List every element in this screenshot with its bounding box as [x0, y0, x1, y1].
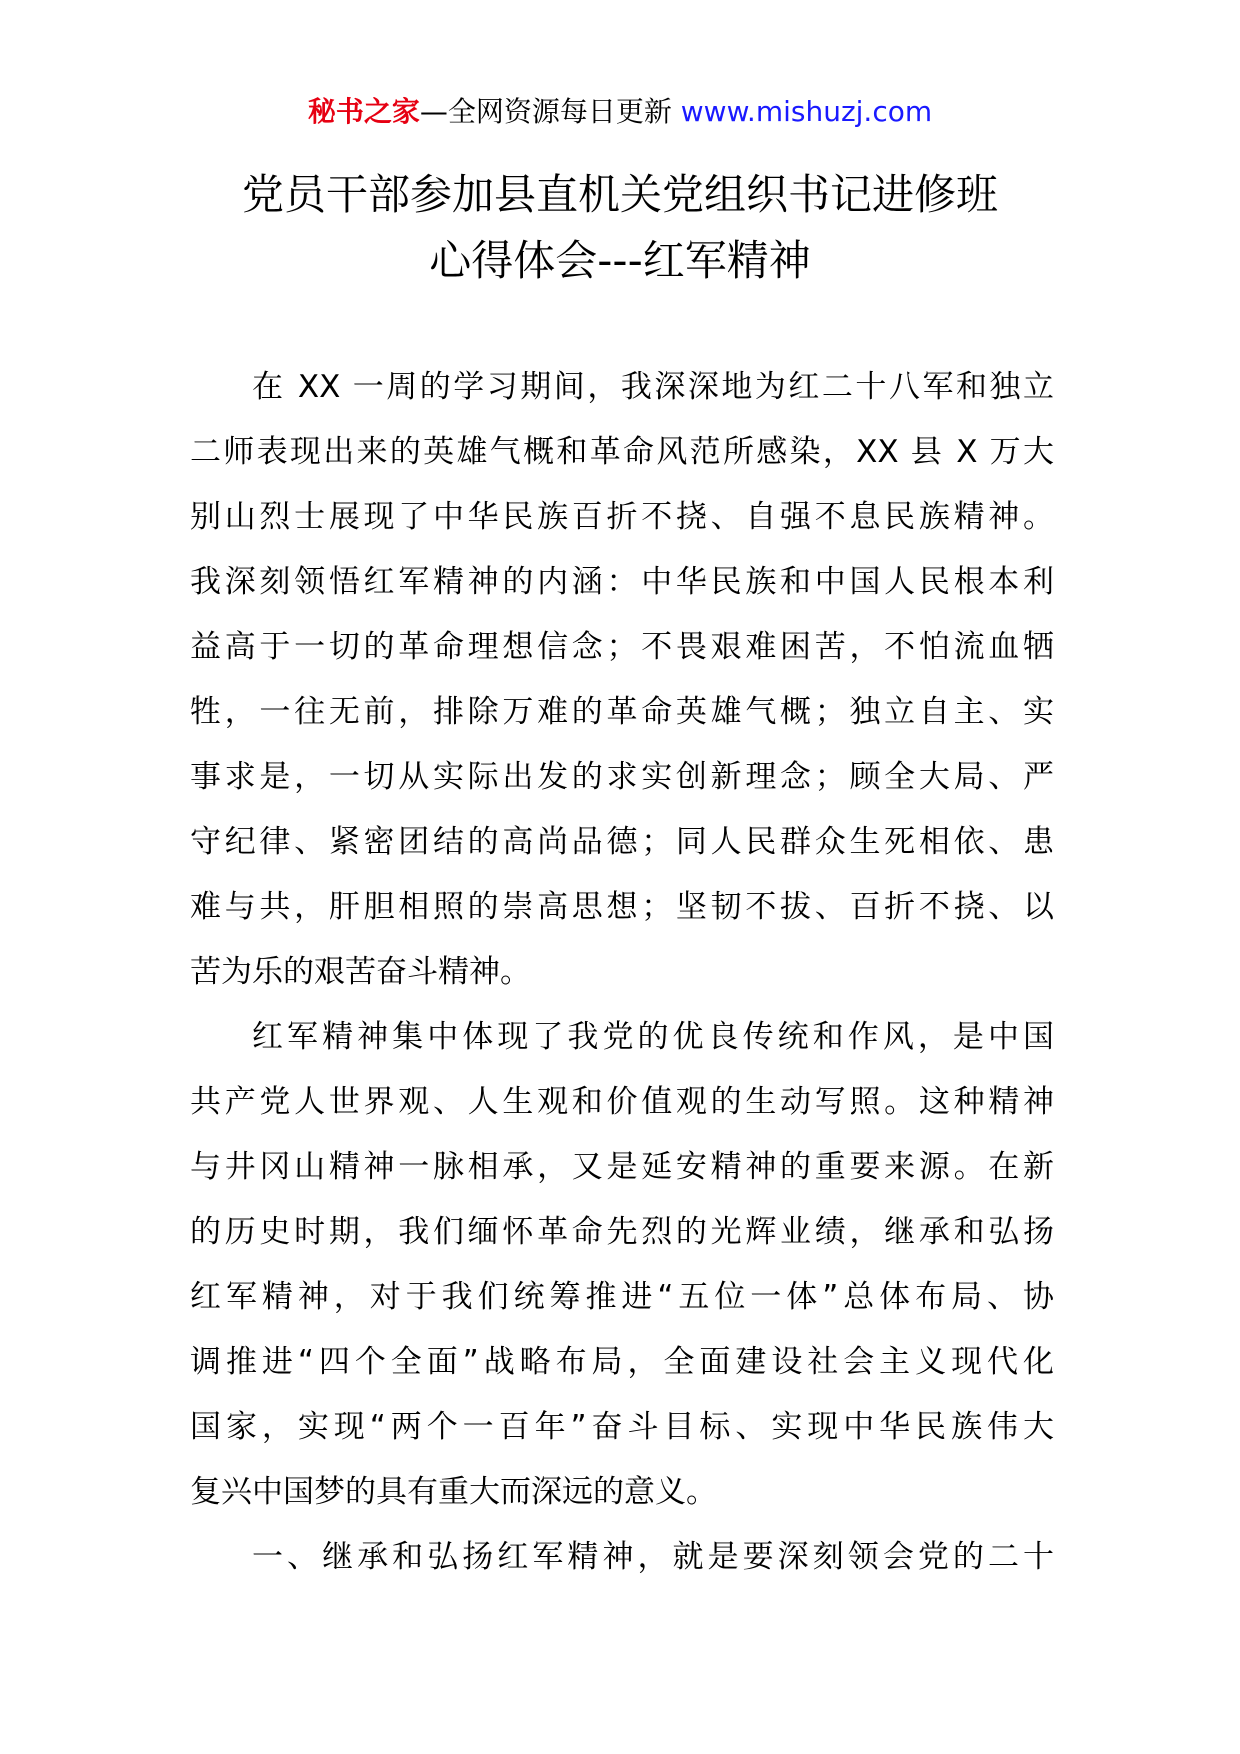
title-line-1: 党员干部参加县直机关党组织书记进修班 — [241, 170, 998, 219]
paragraph-1 — [190, 355, 1054, 1005]
paragraph-line: 二师表现出来的英雄气概和革命风范所感染，XX 县 X 万大 — [190, 434, 1054, 470]
site-header — [0, 92, 1240, 132]
title-line-2: 心得体会---红军精神 — [429, 236, 811, 285]
document-title — [150, 162, 1090, 294]
paragraph-line: 红军精神，对于我们统筹推进“五位一体”总体布局、协 — [190, 1279, 1054, 1315]
paragraph-line: 难与共，肝胆相照的崇高思想；坚韧不拔、百折不挠、以 — [190, 889, 1054, 925]
paragraph-line: 复兴中国梦的具有重大而深远的意义。 — [190, 1474, 717, 1510]
paragraph-line: 我深刻领悟红军精神的内涵：中华民族和中国人民根本利 — [190, 564, 1054, 600]
paragraph-line: 牲，一往无前，排除万难的革命英雄气概；独立自主、实 — [190, 694, 1054, 730]
paragraph-line: 红军精神集中体现了我党的优良传统和作风，是中国 — [252, 1019, 1054, 1055]
paragraph-line: 事求是，一切从实际出发的求实创新理念；顾全大局、严 — [190, 759, 1054, 795]
paragraph-line: 国家，实现“两个一百年”奋斗目标、实现中华民族伟大 — [190, 1409, 1054, 1445]
site-brand: 秘书之家 — [307, 95, 420, 128]
paragraph-line: 苦为乐的艰苦奋斗精神。 — [190, 954, 531, 990]
site-url-link[interactable]: www.mishuzj.com — [680, 95, 933, 128]
document-body — [190, 355, 1054, 1590]
paragraph-line: 与井冈山精神一脉相承，又是延安精神的重要来源。在新 — [190, 1149, 1054, 1185]
paragraph-line: 守纪律、紧密团结的高尚品德；同人民群众生死相依、患 — [190, 824, 1054, 860]
paragraph-line: 共产党人世界观、人生观和价值观的生动写照。这种精神 — [190, 1084, 1054, 1120]
paragraph-line: 益高于一切的革命理想信念；不畏艰难困苦，不怕流血牺 — [190, 629, 1054, 665]
paragraph-line: 的历史时期，我们缅怀革命先烈的光辉业绩，继承和弘扬 — [190, 1214, 1054, 1250]
paragraph-line: 一、继承和弘扬红军精神，就是要深刻领会党的二十 — [252, 1539, 1054, 1575]
paragraph-line: 调推进“四个全面”战略布局，全面建设社会主义现代化 — [190, 1344, 1054, 1380]
section-heading-1 — [190, 1525, 1054, 1590]
site-tagline: —全网资源每日更新 — [419, 95, 681, 128]
paragraph-line: 在 XX 一周的学习期间，我深深地为红二十八军和独立 — [252, 369, 1054, 405]
paragraph-2 — [190, 1005, 1054, 1525]
paragraph-line: 别山烈士展现了中华民族百折不挠、自强不息民族精神。 — [190, 499, 1054, 535]
